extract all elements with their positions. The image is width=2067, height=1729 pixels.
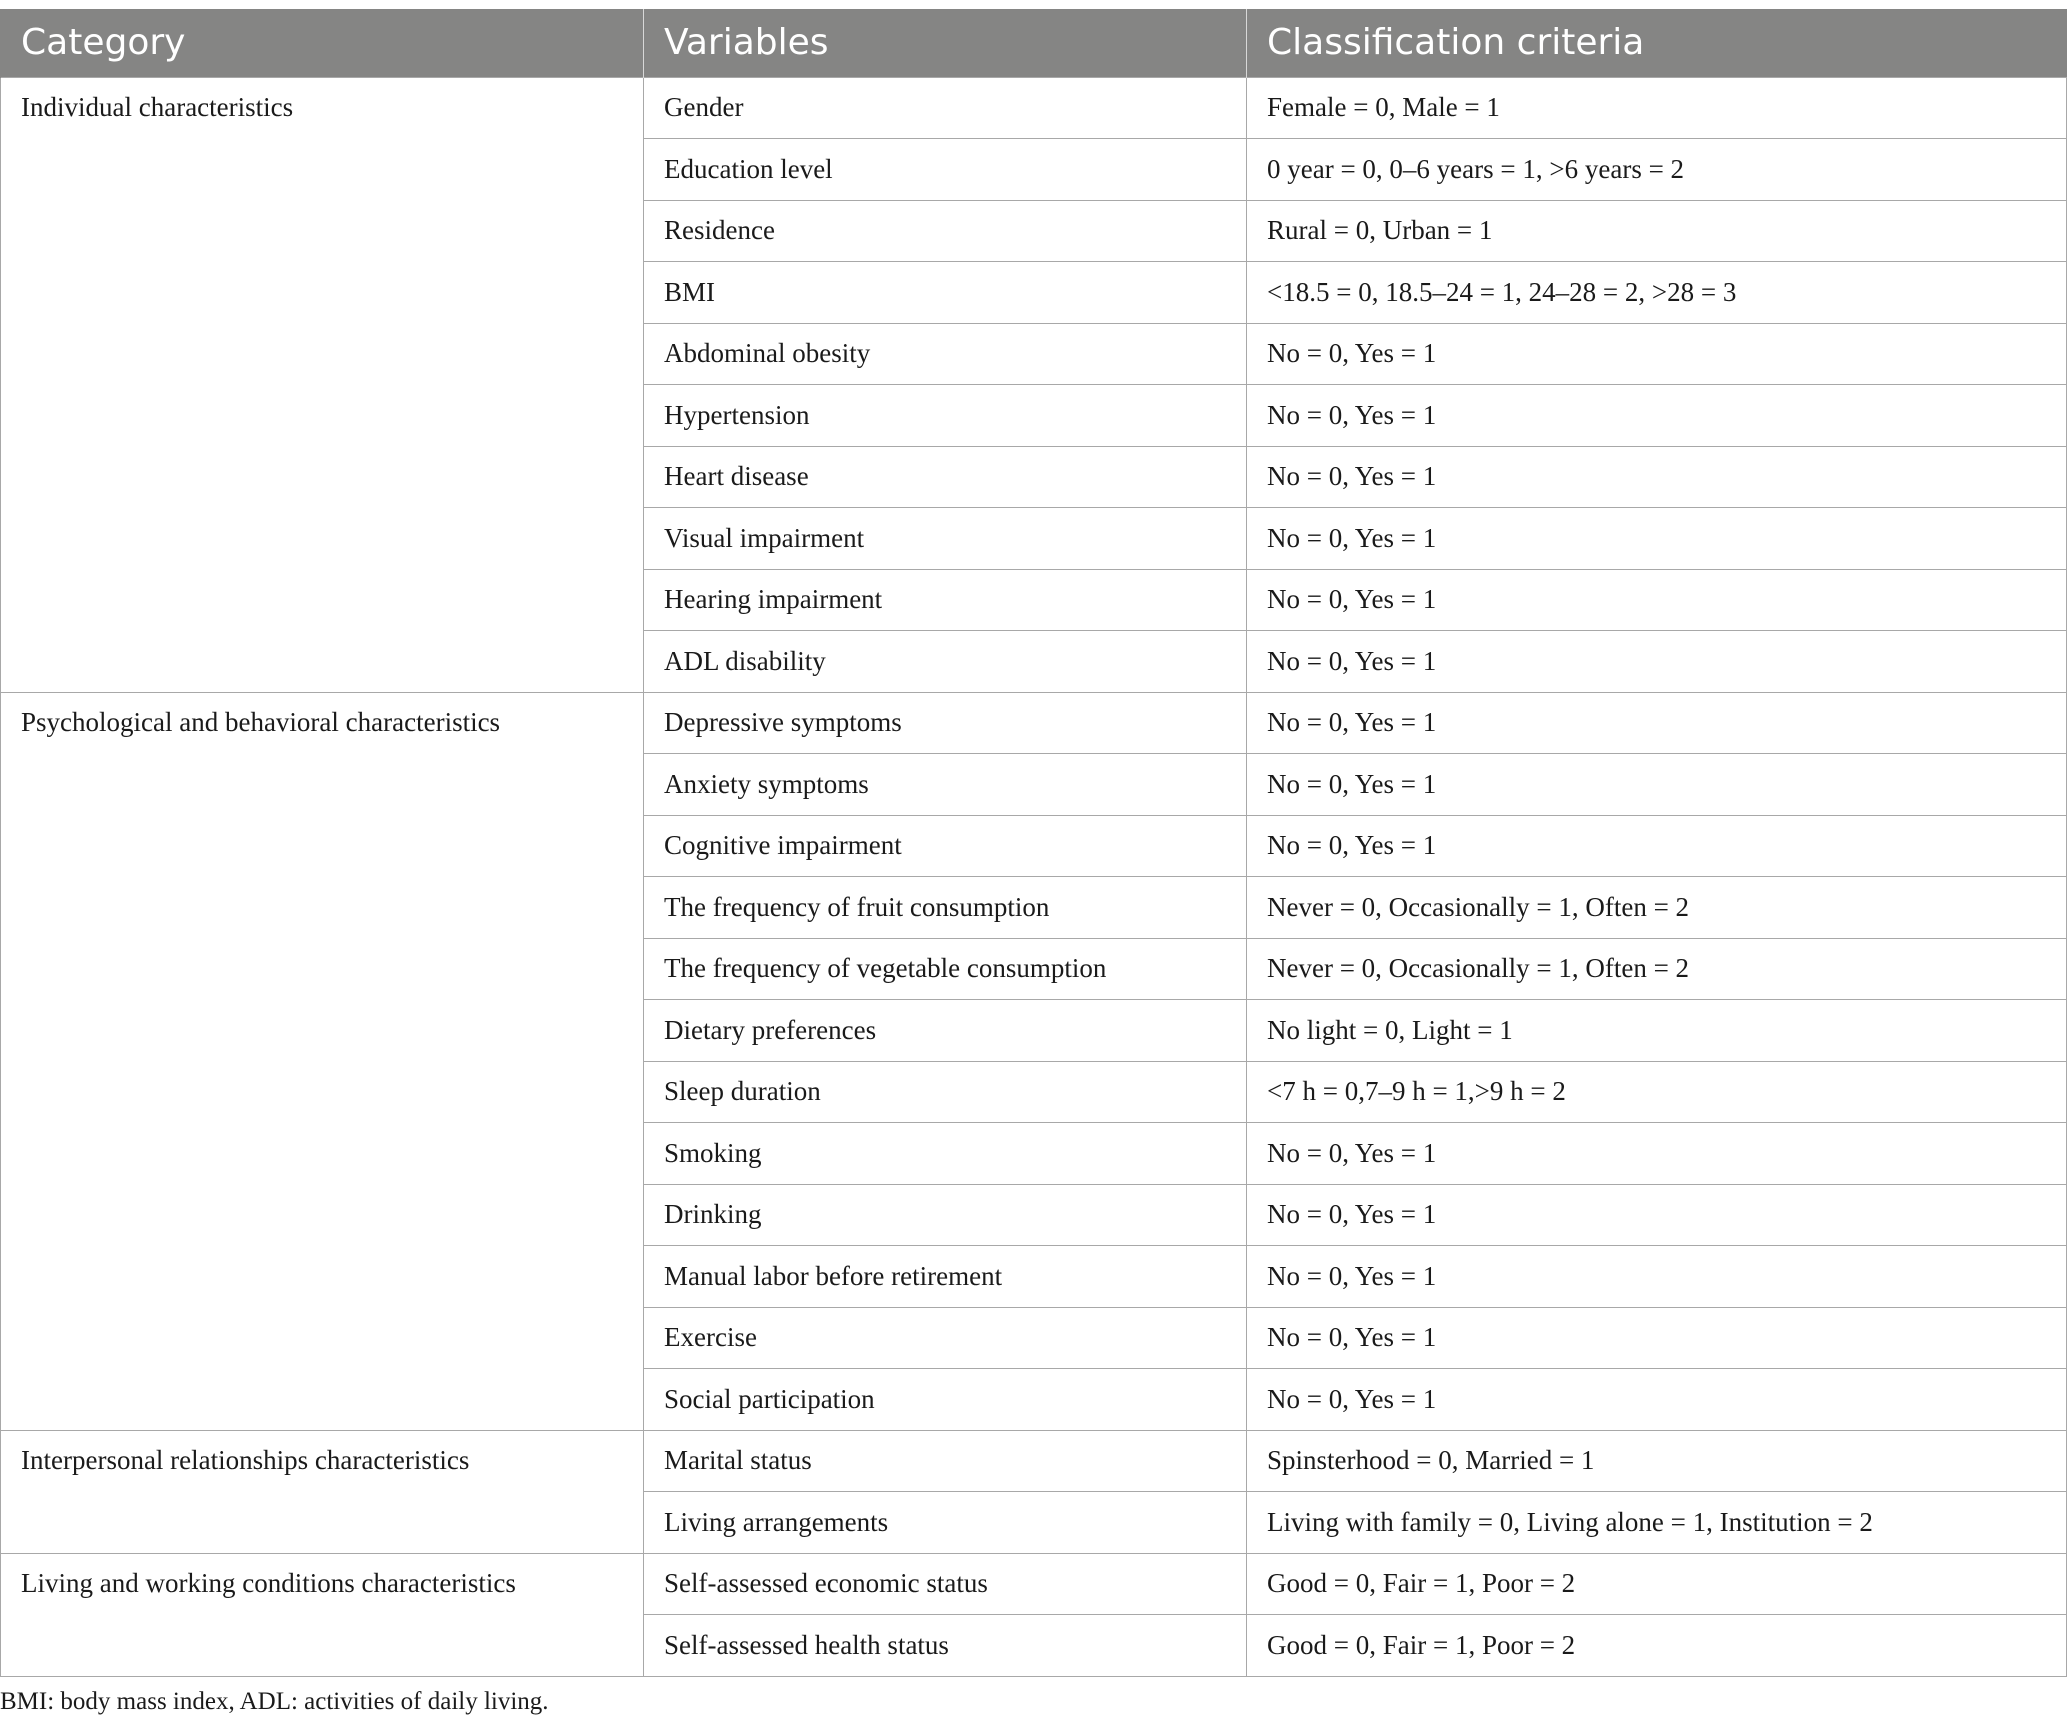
header-classification-criteria: Classification criteria (1247, 9, 2067, 77)
category-cell: Living and working conditions characteristics (1, 1553, 644, 1676)
criteria-cell: Female = 0, Male = 1 (1247, 77, 2067, 139)
table-header (1, 9, 2067, 77)
variable-cell: Living arrangements (644, 1492, 1247, 1554)
variable-cell: Residence (644, 200, 1247, 262)
variable-cell: Self-assessed economic status (644, 1553, 1247, 1615)
criteria-cell: No = 0, Yes = 1 (1247, 446, 2067, 508)
criteria-cell: No = 0, Yes = 1 (1247, 508, 2067, 570)
variable-cell: BMI (644, 262, 1247, 324)
variable-cell: Heart disease (644, 446, 1247, 508)
table-row (1, 692, 2067, 754)
table-row (1, 77, 2067, 139)
variables-table-container (0, 9, 2066, 1677)
variable-cell: Visual impairment (644, 508, 1247, 570)
variable-cell: Self-assessed health status (644, 1615, 1247, 1677)
header-variables: Variables (644, 9, 1247, 77)
table-row (1, 1430, 2067, 1492)
variable-cell: Abdominal obesity (644, 323, 1247, 385)
category-cell: Individual characteristics (1, 77, 644, 692)
header-category: Category (1, 9, 644, 77)
variable-cell: Cognitive impairment (644, 815, 1247, 877)
criteria-cell: No = 0, Yes = 1 (1247, 1369, 2067, 1431)
variable-cell: Social participation (644, 1369, 1247, 1431)
variable-cell: Dietary preferences (644, 1000, 1247, 1062)
category-cell: Psychological and behavioral characteristics (1, 692, 644, 1430)
variable-cell: ADL disability (644, 631, 1247, 693)
criteria-cell: 0 year = 0, 0–6 years = 1, >6 years = 2 (1247, 139, 2067, 201)
table-footnote: BMI: body mass index, ADL: activities of daily living. (0, 1688, 549, 1715)
variable-cell: Hearing impairment (644, 569, 1247, 631)
category-cell: Interpersonal relationships characteristics (1, 1430, 644, 1553)
criteria-cell: No = 0, Yes = 1 (1247, 631, 2067, 693)
criteria-cell: Spinsterhood = 0, Married = 1 (1247, 1430, 2067, 1492)
variable-cell: Hypertension (644, 385, 1247, 447)
criteria-cell: No = 0, Yes = 1 (1247, 1246, 2067, 1308)
criteria-cell: No = 0, Yes = 1 (1247, 385, 2067, 447)
criteria-cell: <7 h = 0,7–9 h = 1,>9 h = 2 (1247, 1061, 2067, 1123)
variable-cell: Marital status (644, 1430, 1247, 1492)
criteria-cell: No = 0, Yes = 1 (1247, 1184, 2067, 1246)
variables-table (0, 9, 2067, 1677)
variable-cell: Manual labor before retirement (644, 1246, 1247, 1308)
variable-cell: Smoking (644, 1123, 1247, 1185)
criteria-cell: <18.5 = 0, 18.5–24 = 1, 24–28 = 2, >28 = 3 (1247, 262, 2067, 324)
variable-cell: Gender (644, 77, 1247, 139)
variable-cell: Sleep duration (644, 1061, 1247, 1123)
criteria-cell: No = 0, Yes = 1 (1247, 323, 2067, 385)
variable-cell: Anxiety symptoms (644, 754, 1247, 816)
header-row (1, 9, 2067, 77)
criteria-cell: No = 0, Yes = 1 (1247, 1123, 2067, 1185)
criteria-cell: Good = 0, Fair = 1, Poor = 2 (1247, 1553, 2067, 1615)
criteria-cell: Good = 0, Fair = 1, Poor = 2 (1247, 1615, 2067, 1677)
criteria-cell: No = 0, Yes = 1 (1247, 754, 2067, 816)
variable-cell: Education level (644, 139, 1247, 201)
variable-cell: Depressive symptoms (644, 692, 1247, 754)
criteria-cell: No = 0, Yes = 1 (1247, 815, 2067, 877)
variable-cell: Exercise (644, 1307, 1247, 1369)
variable-cell: The frequency of fruit consumption (644, 877, 1247, 939)
criteria-cell: Living with family = 0, Living alone = 1, Institution = 2 (1247, 1492, 2067, 1554)
table-row (1, 1553, 2067, 1615)
criteria-cell: No = 0, Yes = 1 (1247, 569, 2067, 631)
criteria-cell: No = 0, Yes = 1 (1247, 1307, 2067, 1369)
variable-cell: The frequency of vegetable consumption (644, 938, 1247, 1000)
variable-cell: Drinking (644, 1184, 1247, 1246)
criteria-cell: No = 0, Yes = 1 (1247, 692, 2067, 754)
criteria-cell: Never = 0, Occasionally = 1, Often = 2 (1247, 877, 2067, 939)
criteria-cell: No light = 0, Light = 1 (1247, 1000, 2067, 1062)
criteria-cell: Never = 0, Occasionally = 1, Often = 2 (1247, 938, 2067, 1000)
criteria-cell: Rural = 0, Urban = 1 (1247, 200, 2067, 262)
table-body (1, 77, 2067, 1676)
